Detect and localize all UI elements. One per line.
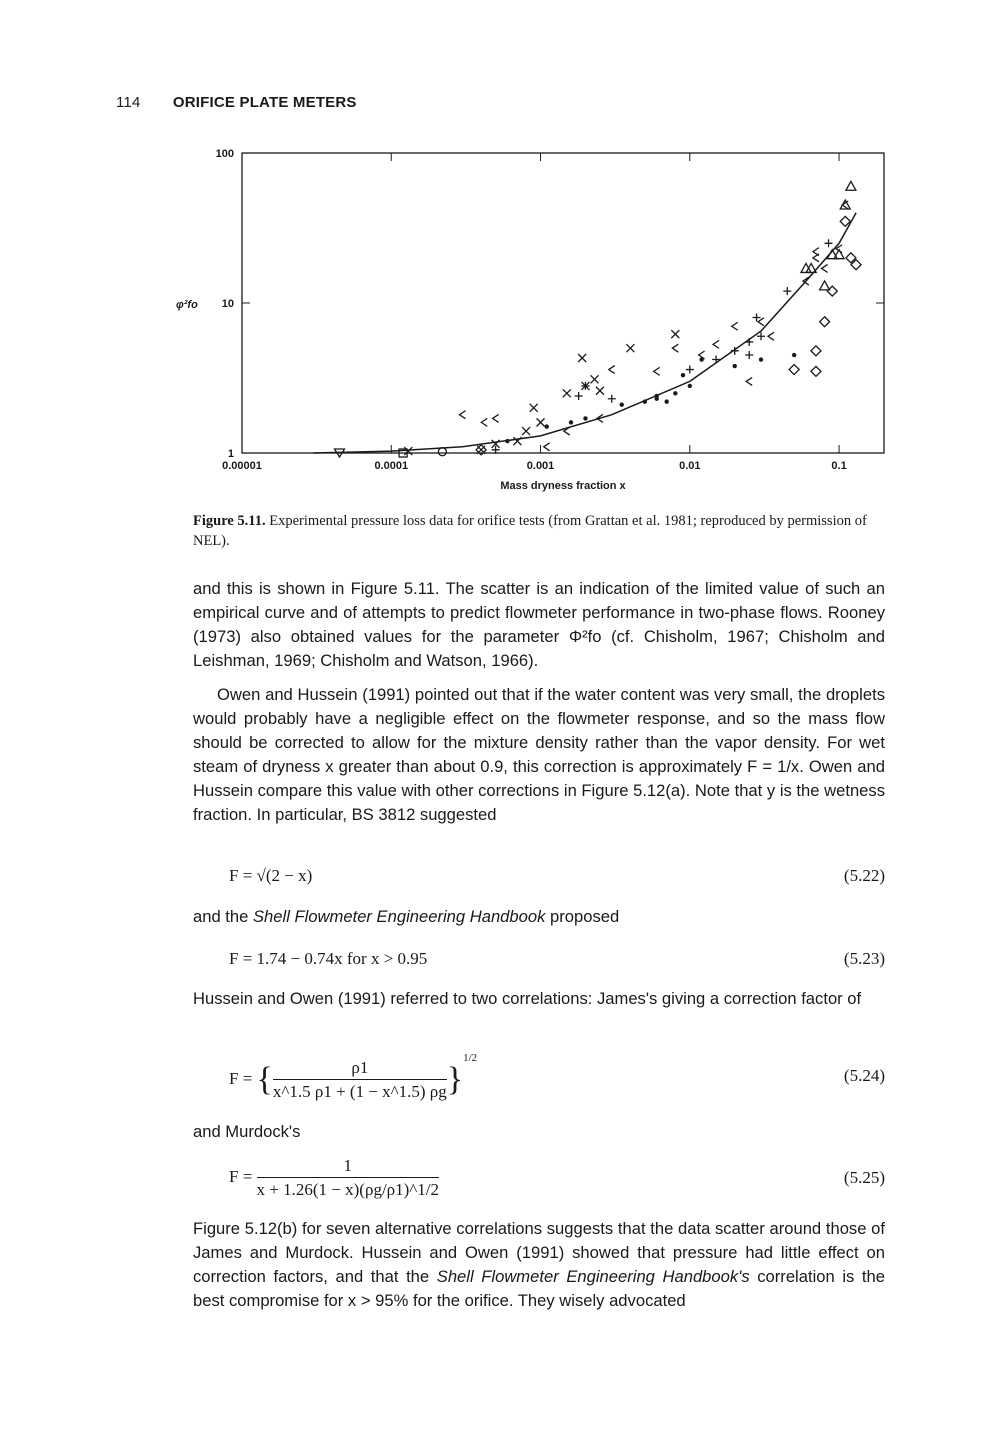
data-point-cross (591, 375, 599, 383)
data-point-dot (569, 420, 573, 424)
data-point-dot (681, 373, 685, 377)
equation-5-25-fraction (257, 1156, 439, 1200)
equation-5-25 (193, 1152, 885, 1204)
x-tick-label: 0.0001 (374, 460, 409, 472)
equation-5-23-number: (5.23) (843, 949, 885, 968)
data-point-dot (620, 402, 624, 406)
data-point-diamond (789, 365, 799, 375)
data-point-dot (545, 424, 549, 428)
paragraph-3-text-a: and the (193, 907, 253, 926)
paragraph-1-text-b: (cf. Chisholm, 1967; Chisholm and Leishman, 1969; Chisholm and Watson, 1966). (193, 627, 885, 670)
data-point-cross (522, 427, 530, 435)
data-point-dot (664, 399, 668, 403)
x-tick-label: 0.00001 (222, 460, 262, 472)
data-point-less (758, 318, 764, 326)
paragraph-6 (193, 1217, 885, 1313)
data-point-less (481, 418, 487, 426)
equation-5-24-denominator: x^1.5 ρ1 + (1 − x^1.5) ρg (272, 1082, 447, 1101)
caption-label: Figure 5.11. (193, 513, 266, 529)
data-point-plus (575, 392, 583, 400)
y-axis-label: φ²fo (176, 299, 198, 311)
data-point-less (654, 367, 660, 375)
data-point-less (544, 443, 550, 451)
y-tick-label: 100 (215, 148, 234, 160)
equation-5-24 (193, 1050, 885, 1106)
data-point-cross (513, 437, 521, 445)
caption-text: Experimental pressure loss data for orifice tests (from Grattan et al. 1981; reproduced by permission of NEL). (193, 513, 867, 549)
equation-5-24-numerator: ρ1 (273, 1058, 447, 1080)
data-point-triangle-up (820, 281, 830, 290)
data-point-less (768, 332, 774, 340)
x-tick-label: 0.01 (679, 460, 701, 472)
data-point-dot (688, 384, 692, 388)
equation-5-22-number: (5.22) (843, 866, 885, 885)
data-point-less (732, 322, 738, 330)
data-point-cross (626, 344, 634, 352)
data-point-less (813, 248, 819, 256)
running-head (116, 94, 357, 111)
equation-5-25-lhs: F = (229, 1166, 253, 1186)
data-point-circle (438, 448, 446, 456)
equation-5-23 (193, 949, 885, 975)
data-point-dot (733, 364, 737, 368)
data-point-less (672, 344, 678, 352)
equation-5-24-lhs: F = (229, 1068, 253, 1088)
data-point-cross (596, 387, 604, 395)
data-point-less (459, 411, 465, 419)
data-point-cross (530, 404, 538, 412)
data-point-cross (563, 389, 571, 397)
data-point-cross (671, 330, 679, 338)
equation-5-22 (193, 866, 885, 892)
equation-5-25-numerator: 1 (257, 1156, 439, 1178)
data-point-less (493, 414, 499, 422)
paragraph-3 (193, 905, 885, 929)
data-point-diamond (811, 346, 821, 356)
phi-symbol: Φ²fo (568, 627, 602, 646)
data-point-cross (578, 354, 586, 362)
paragraph-5: and Murdock's (193, 1122, 301, 1141)
equation-5-23-body: F = 1.74 − 0.74x for x > 0.95 (229, 949, 428, 968)
equation-5-25-number: (5.25) (843, 1168, 885, 1187)
handbook-title: Shell Flowmeter Engineering Handbook (252, 907, 546, 926)
equation-5-24-body (229, 1052, 478, 1102)
data-point-diamond (820, 317, 830, 327)
data-point-dot (505, 439, 509, 443)
data-point-less (822, 264, 828, 272)
equation-5-25-denominator: x + 1.26(1 − x)(ρg/ρ1)^1/2 (256, 1180, 440, 1199)
data-point-plus (783, 287, 791, 295)
handbook-title-2: Shell Flowmeter Engineering Handbook's (436, 1267, 750, 1286)
figure-caption (193, 511, 885, 551)
data-point-plus (608, 395, 616, 403)
y-tick-label: 10 (221, 298, 234, 310)
data-point-less (746, 377, 752, 385)
paragraph-4: Hussein and Owen (1991) referred to two correlations: James's giving a correction factor of (193, 989, 862, 1008)
data-point-triangle-up (846, 181, 856, 190)
data-point-plus (686, 366, 694, 374)
left-brace: { (256, 1061, 273, 1098)
y-tick-label: 1 (227, 448, 234, 460)
equation-5-24-number: (5.24) (843, 1066, 885, 1085)
x-tick-label: 0.1 (831, 460, 847, 472)
page-number: 114 (116, 94, 141, 111)
data-point-triangle-up (801, 263, 811, 272)
equation-5-22-body: F = √(2 − x) (229, 866, 313, 885)
section-title: ORIFICE PLATE METERS (172, 94, 357, 111)
data-point-dot (643, 399, 647, 403)
equation-5-25-body (229, 1156, 439, 1200)
data-point-plus (825, 239, 833, 247)
data-point-dot (654, 394, 658, 398)
x-axis-label: Mass dryness fraction x (500, 480, 626, 492)
plot-frame (242, 153, 884, 453)
data-point-cross (537, 418, 545, 426)
scatter-chart (160, 140, 900, 500)
data-point-dot (759, 357, 763, 361)
right-brace: } (446, 1061, 464, 1098)
data-point-plus (745, 338, 753, 346)
data-point-less (713, 340, 719, 348)
paragraph-1 (193, 577, 885, 673)
data-point-dot (583, 416, 587, 420)
paragraph-6-text-a: Figure 5.12(b) for seven alternative correlations suggests that the data scatter around those of James and Murdock. Hussein and Owen (1991) showed that pressure had little effect on correction factors, and that the (193, 1219, 885, 1286)
paragraph-6-text-b: correlation is the best compromise for x > 95% for the orifice. They wisely advocated (193, 1267, 886, 1310)
equation-5-24-exponent: 1/2 (463, 1052, 478, 1064)
data-point-cross (404, 447, 412, 455)
data-point-diamond (811, 366, 821, 376)
data-point-plus (712, 356, 720, 364)
data-point-less (609, 366, 615, 374)
data-point-plus (745, 351, 753, 359)
data-point-dot (792, 353, 796, 357)
paragraph-3-text-b: proposed (545, 907, 620, 926)
paragraph-1-text-a: and this is shown in Figure 5.11. The scatter is an indication of the limited value of such an empirical curve and of attempts to predict flowmeter performance in two-phase flows. Rooney (1973) also obtained values for the parameter (193, 579, 885, 646)
data-point-dot (673, 391, 677, 395)
x-tick-label: 0.001 (526, 460, 555, 472)
equation-5-24-fraction (273, 1058, 447, 1102)
paragraph-2: Owen and Hussein (1991) pointed out that if the water content was very small, the droplets would probably have a negligible effect on the flowmeter response, and so the mass flow should be corrected to allow for the mixture density rather than the vapor density. For wet steam of dryness x greater than about 0.9, this correction is approximately F = 1/x. Owen and Hussein compare this value with other corrections in Figure 5.12(a). Note that y is the wetness fraction. In particular, BS 3812 suggested (193, 685, 885, 824)
